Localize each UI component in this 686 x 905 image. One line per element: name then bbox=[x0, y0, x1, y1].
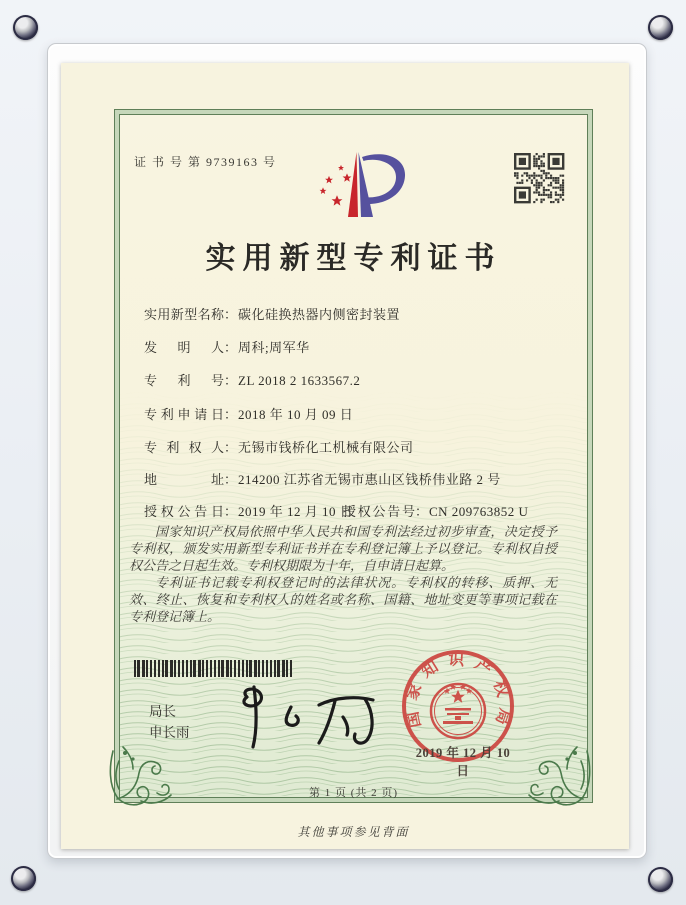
field-row-patent-number bbox=[144, 370, 604, 387]
field-value: ZL 2018 2 1633567.2 bbox=[238, 373, 361, 388]
certificate-frame bbox=[47, 43, 647, 859]
field-value: 2018 年 10 月 09 日 bbox=[238, 407, 354, 422]
field-colon: ： bbox=[224, 407, 238, 422]
field-row-filing-date bbox=[144, 404, 604, 421]
field-label: 授权公告号 bbox=[343, 504, 415, 519]
legal-text bbox=[129, 523, 557, 625]
field-label: 发明人 bbox=[144, 340, 224, 355]
field-row-inventor bbox=[144, 337, 604, 354]
cnipa-logo-icon bbox=[316, 149, 408, 227]
corner-screw-icon bbox=[648, 15, 673, 40]
qr-code-icon bbox=[513, 152, 565, 204]
field-label: 实用新型名称 bbox=[144, 307, 224, 322]
director-name: 申长雨 bbox=[149, 725, 190, 740]
corner-screw-icon bbox=[11, 866, 36, 891]
corner-flourish-icon bbox=[519, 737, 593, 811]
field-label: 专利申请日 bbox=[144, 407, 224, 422]
field-row-name bbox=[144, 304, 604, 321]
director-title: 局长 bbox=[149, 704, 176, 719]
seal-agency-text: 国家知识产权局 bbox=[402, 651, 514, 736]
field-value: 碳化硅换热器内侧密封装置 bbox=[238, 307, 401, 322]
seal-date: 2019 年 12 月 10 日 bbox=[415, 746, 511, 778]
field-colon: ： bbox=[224, 373, 238, 388]
page-number: 第 1 页 (共 2 页) bbox=[308, 787, 399, 799]
field-value: CN 209763852 U bbox=[429, 504, 529, 519]
corner-flourish-icon bbox=[107, 737, 181, 811]
field-colon: ： bbox=[224, 340, 238, 355]
field-label: 授权公告日 bbox=[144, 504, 224, 519]
field-value: 2019 年 12 月 10 日 bbox=[238, 504, 354, 519]
back-side-note: 其他事项参见背面 bbox=[297, 825, 410, 839]
national-emblem bbox=[431, 684, 485, 738]
field-colon: ： bbox=[224, 504, 238, 519]
field-colon: ： bbox=[224, 307, 238, 322]
field-value: 周科;周军华 bbox=[238, 340, 310, 355]
certificate-title: 实用新型专利证书 bbox=[205, 242, 502, 275]
field-row-patentee bbox=[144, 437, 604, 454]
signature-autograph bbox=[219, 683, 389, 758]
field-value: 214200 江苏省无锡市惠山区钱桥伟业路 2 号 bbox=[238, 472, 501, 487]
corner-screw-icon bbox=[13, 15, 38, 40]
field-row-grant bbox=[144, 501, 604, 518]
field-label: 专利号 bbox=[144, 373, 224, 388]
field-row-address bbox=[144, 469, 604, 486]
certificate-paper bbox=[61, 63, 629, 849]
field-label: 地址 bbox=[144, 472, 224, 487]
field-colon: ： bbox=[224, 440, 238, 455]
certificate-number: 证 书 号 第 9739163 号 bbox=[134, 155, 277, 169]
body-paragraph: 国家知识产权局依照中华人民共和国专利法经过初步审查，决定授予专利权，颁发实用新型专利证书并在专利登记簿上予以登记。专利权自授权公告之日起生效。专利权期限为十年，自申请日起算。 bbox=[129, 524, 557, 573]
field-colon: ： bbox=[224, 472, 238, 487]
field-colon: ： bbox=[415, 504, 429, 519]
field-value: 无锡市钱桥化工机械有限公司 bbox=[238, 440, 414, 455]
field-label: 专利权人 bbox=[144, 440, 224, 455]
body-paragraph: 专利证书记载专利权登记时的法律状况。专利权的转移、质押、无效、终止、恢复和专利权人的姓名或名称、国籍、地址变更等事项记载在专利登记簿上。 bbox=[129, 575, 557, 624]
corner-screw-icon bbox=[648, 867, 673, 892]
field-grant-number bbox=[343, 501, 528, 520]
barcode-icon bbox=[134, 660, 292, 677]
